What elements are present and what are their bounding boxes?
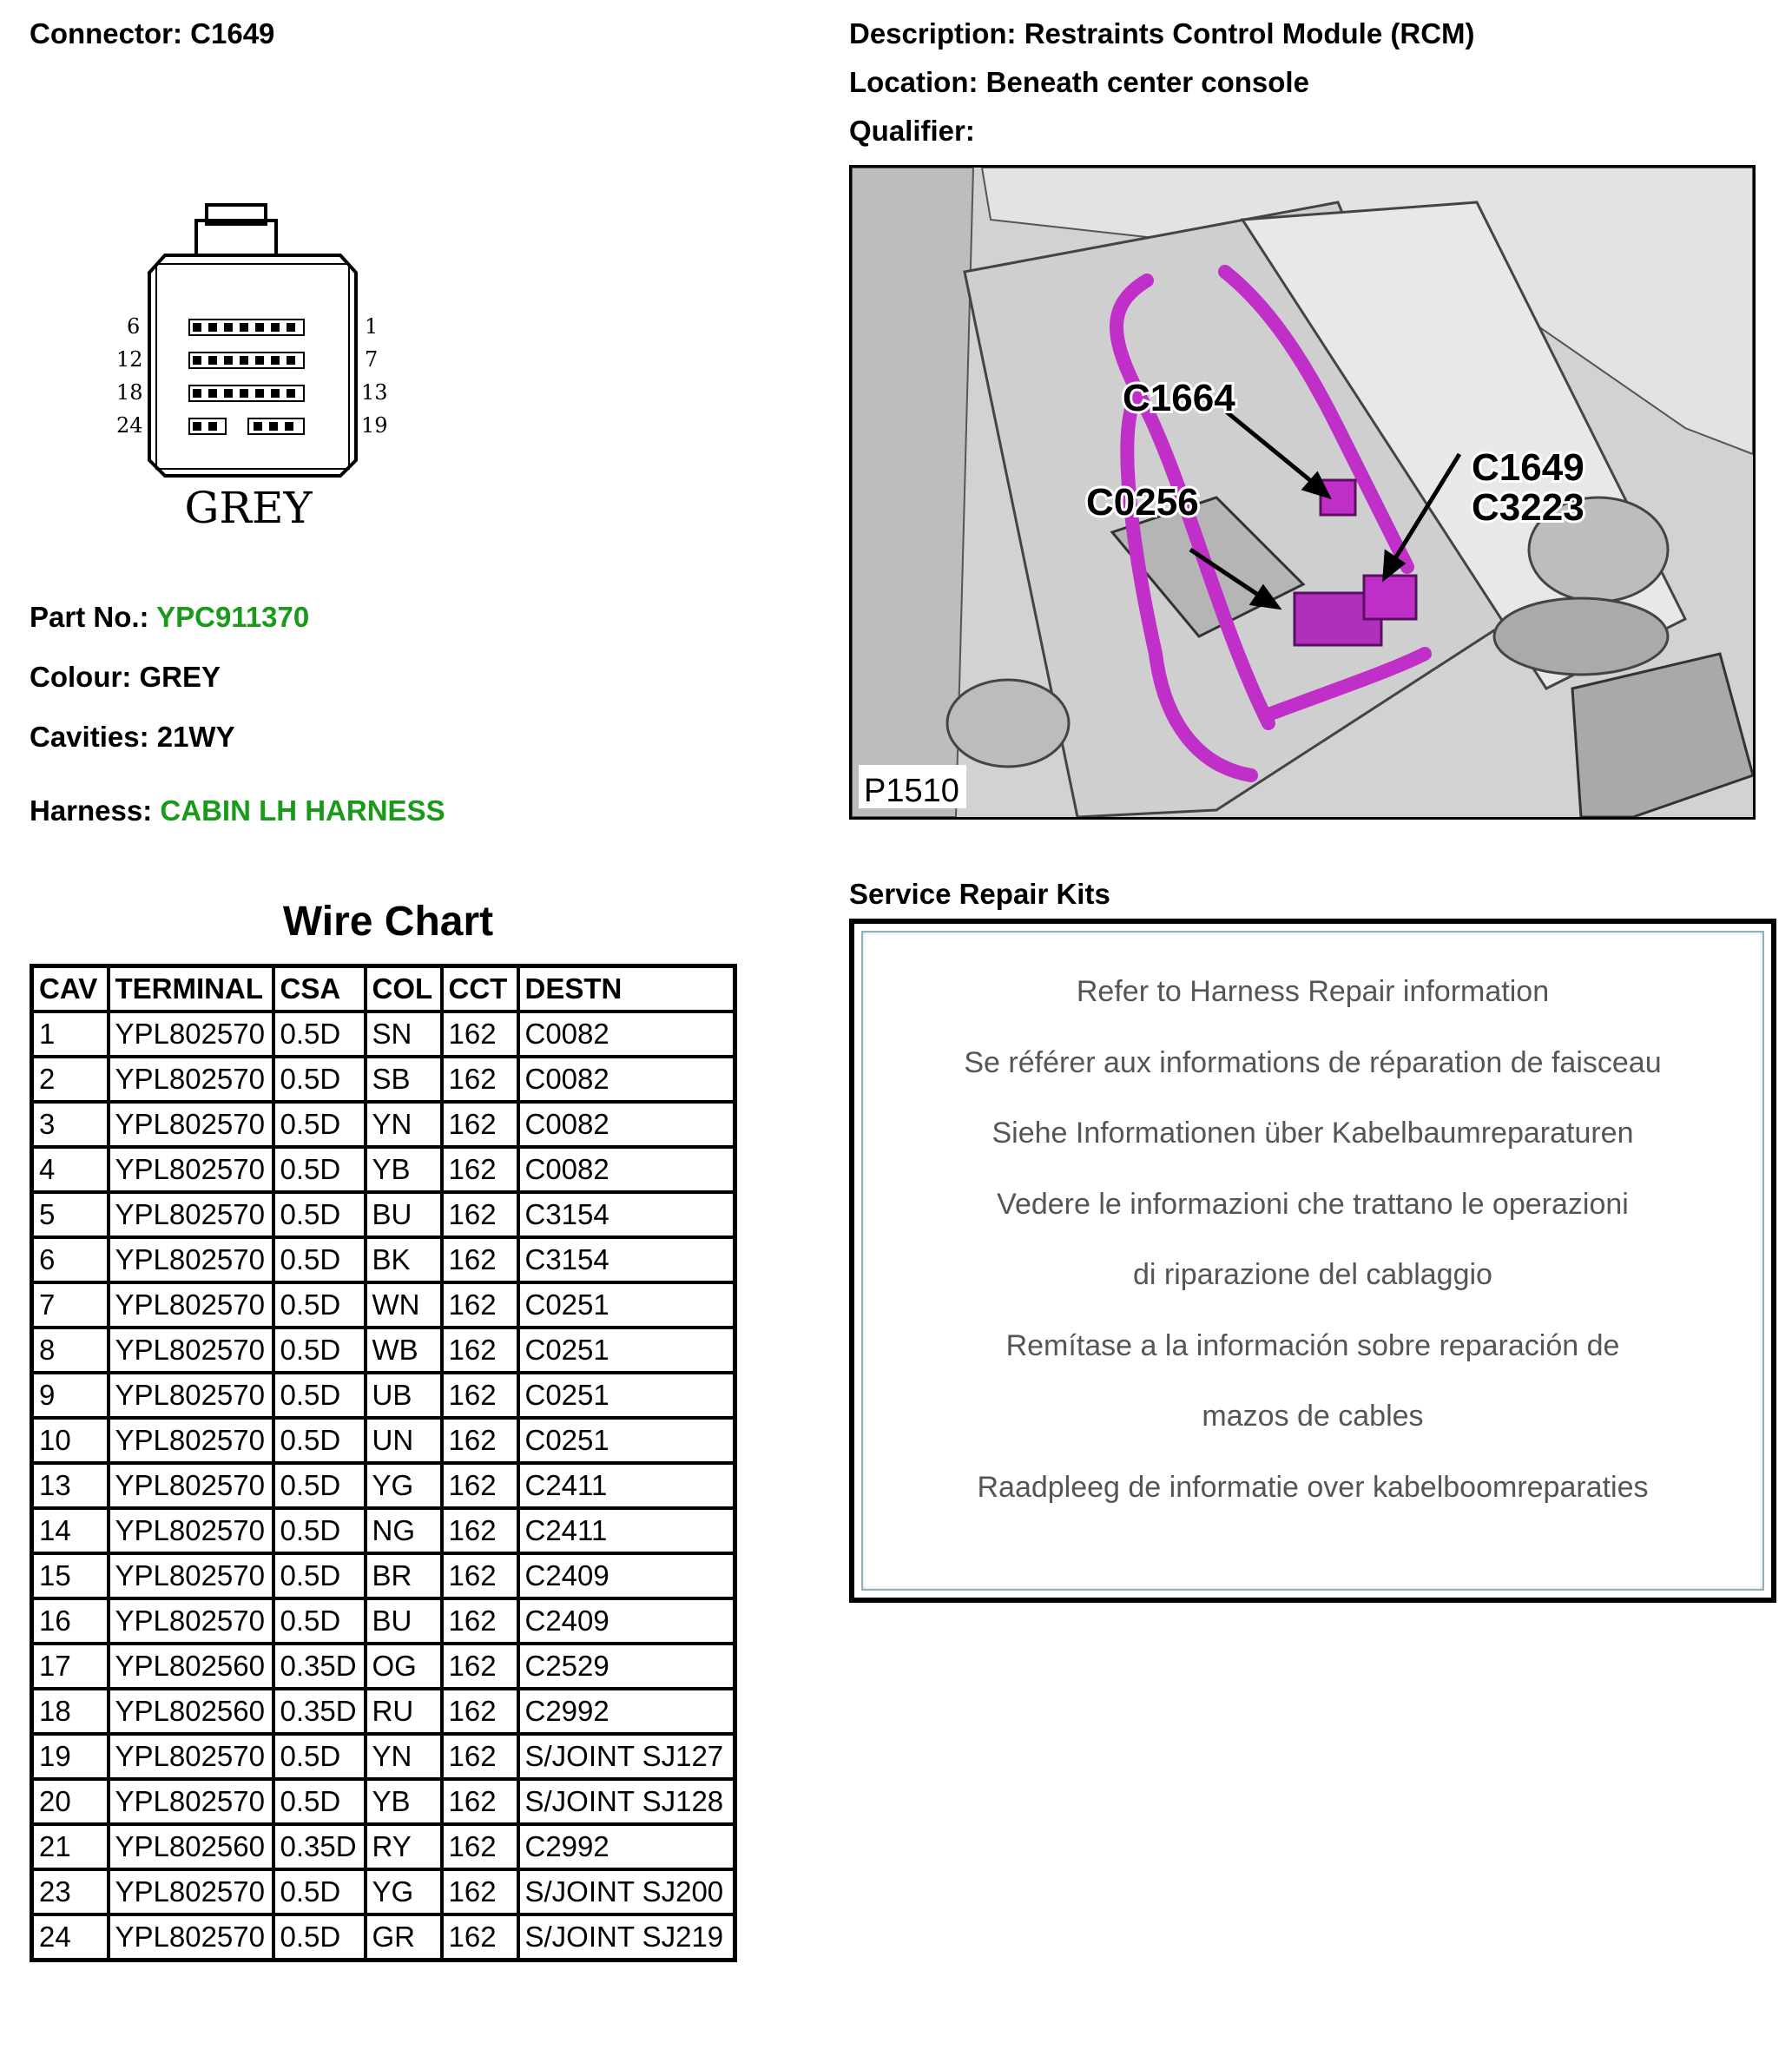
cell-cct: 162: [442, 1102, 518, 1147]
cell-cct: 162: [442, 1508, 518, 1553]
cell-cct: 162: [442, 1779, 518, 1824]
cell-terminal: YPL802570: [109, 1373, 273, 1418]
header-cct: CCT: [442, 966, 518, 1012]
cell-csa: 0.5D: [273, 1373, 366, 1418]
cell-terminal: YPL802570: [109, 1057, 273, 1102]
cell-csa: 0.5D: [273, 1328, 366, 1373]
wire-chart-header-row: [32, 966, 735, 1012]
cell-col: YB: [366, 1147, 442, 1192]
pin-label-6: 6: [127, 314, 141, 339]
cell-terminal: YPL802570: [109, 1282, 273, 1328]
cell-destn: S/JOINT SJ127: [518, 1734, 735, 1779]
harness-row: [30, 794, 445, 828]
cell-csa: 0.5D: [273, 1102, 366, 1147]
cell-csa: 0.5D: [273, 1598, 366, 1644]
wire-chart-table: [30, 964, 737, 1962]
cell-cct: 162: [442, 1869, 518, 1914]
cell-cct: 162: [442, 1644, 518, 1689]
cell-destn: C0082: [518, 1057, 735, 1102]
cell-cct: 162: [442, 1689, 518, 1734]
table-row: [32, 1282, 735, 1328]
pin-label-7: 7: [365, 347, 379, 372]
cell-destn: C2529: [518, 1644, 735, 1689]
cell-col: WB: [366, 1328, 442, 1373]
table-row: [32, 1508, 735, 1553]
cell-cav: 1: [32, 1012, 109, 1057]
part-number-label: Part No.:: [30, 601, 149, 633]
table-row: [32, 1147, 735, 1192]
cell-terminal: YPL802570: [109, 1553, 273, 1598]
cell-terminal: YPL802570: [109, 1508, 273, 1553]
cell-terminal: YPL802570: [109, 1237, 273, 1282]
cell-destn: C0082: [518, 1012, 735, 1057]
cell-cct: 162: [442, 1598, 518, 1644]
pin-label-19: 19: [361, 413, 388, 438]
cell-destn: C0251: [518, 1282, 735, 1328]
cell-destn: C0082: [518, 1102, 735, 1147]
cell-col: YN: [366, 1102, 442, 1147]
repair-kits-box: [849, 919, 1776, 1603]
cell-col: BU: [366, 1192, 442, 1237]
cell-cav: 20: [32, 1779, 109, 1824]
table-row: [32, 1734, 735, 1779]
wire-chart-body: [32, 1012, 735, 1960]
cell-cct: 162: [442, 1734, 518, 1779]
cell-cav: 16: [32, 1598, 109, 1644]
header-destn: DESTN: [518, 966, 735, 1012]
cell-col: SN: [366, 1012, 442, 1057]
cell-csa: 0.5D: [273, 1869, 366, 1914]
table-row: [32, 1689, 735, 1734]
cell-terminal: YPL802560: [109, 1644, 273, 1689]
cell-cct: 162: [442, 1012, 518, 1057]
harness-link[interactable]: CABIN LH HARNESS: [160, 794, 445, 827]
cell-col: RY: [366, 1824, 442, 1869]
connector-colour-text: GREY: [184, 483, 313, 533]
cell-csa: 0.5D: [273, 1147, 366, 1192]
colour-label: Colour: GREY: [30, 661, 221, 693]
cell-cav: 3: [32, 1102, 109, 1147]
cell-destn: C2409: [518, 1553, 735, 1598]
cell-col: OG: [366, 1644, 442, 1689]
cell-col: GR: [366, 1914, 442, 1960]
description-label: Description: Restraints Control Module (RCM): [849, 17, 1475, 49]
cell-destn: C2409: [518, 1598, 735, 1644]
cell-cav: 4: [32, 1147, 109, 1192]
callout-c1664: C1664: [1123, 377, 1235, 419]
cell-cct: 162: [442, 1192, 518, 1237]
callout-c3223: C3223: [1472, 486, 1584, 529]
cell-csa: 0.35D: [273, 1824, 366, 1869]
table-row: [32, 1644, 735, 1689]
callout-c1649: C1649: [1472, 446, 1584, 489]
cell-csa: 0.5D: [273, 1553, 366, 1598]
table-row: [32, 1012, 735, 1057]
cell-cct: 162: [442, 1237, 518, 1282]
cell-cct: 162: [442, 1463, 518, 1508]
cell-col: SB: [366, 1057, 442, 1102]
cell-terminal: YPL802570: [109, 1779, 273, 1824]
cell-csa: 0.5D: [273, 1508, 366, 1553]
cell-col: WN: [366, 1282, 442, 1328]
cell-destn: S/JOINT SJ128: [518, 1779, 735, 1824]
connector-face-icon: [104, 200, 417, 538]
cell-destn: C0251: [518, 1373, 735, 1418]
part-number-link[interactable]: YPC911370: [156, 601, 310, 633]
cell-col: BK: [366, 1237, 442, 1282]
cell-cav: 21: [32, 1824, 109, 1869]
cell-col: UB: [366, 1373, 442, 1418]
cell-terminal: YPL802570: [109, 1418, 273, 1463]
header-cav: CAV: [32, 966, 109, 1012]
pin-label-12: 12: [116, 347, 143, 372]
cell-cav: 9: [32, 1373, 109, 1418]
cell-cct: 162: [442, 1914, 518, 1960]
cell-cav: 7: [32, 1282, 109, 1328]
table-row: [32, 1192, 735, 1237]
location-label: Location: Beneath center console: [849, 66, 1309, 98]
header-csa: CSA: [273, 966, 366, 1012]
table-row: [32, 1373, 735, 1418]
table-row: [32, 1824, 735, 1869]
cell-col: YB: [366, 1779, 442, 1824]
pin-label-24: 24: [116, 413, 143, 438]
cell-csa: 0.5D: [273, 1734, 366, 1779]
harness-label: Harness:: [30, 794, 153, 827]
cell-cav: 6: [32, 1237, 109, 1282]
cell-destn: S/JOINT SJ219: [518, 1914, 735, 1960]
cell-csa: 0.35D: [273, 1689, 366, 1734]
cell-cct: 162: [442, 1057, 518, 1102]
cell-col: YG: [366, 1463, 442, 1508]
pin-label-18: 18: [116, 380, 143, 405]
cell-destn: C0251: [518, 1418, 735, 1463]
cell-csa: 0.5D: [273, 1463, 366, 1508]
repair-kit-line-it-2: di riparazione del cablaggio: [1133, 1258, 1492, 1291]
cell-csa: 0.5D: [273, 1282, 366, 1328]
cell-terminal: YPL802570: [109, 1012, 273, 1057]
cell-cct: 162: [442, 1553, 518, 1598]
cell-col: RU: [366, 1689, 442, 1734]
cell-terminal: YPL802570: [109, 1147, 273, 1192]
cell-cav: 5: [32, 1192, 109, 1237]
cell-destn: C3154: [518, 1192, 735, 1237]
table-row: [32, 1328, 735, 1373]
cell-col: BU: [366, 1598, 442, 1644]
cell-terminal: YPL802570: [109, 1102, 273, 1147]
table-row: [32, 1869, 735, 1914]
table-row: [32, 1914, 735, 1960]
cell-csa: 0.5D: [273, 1012, 366, 1057]
cell-terminal: YPL802570: [109, 1734, 273, 1779]
cell-destn: C0082: [518, 1147, 735, 1192]
cell-cav: 15: [32, 1553, 109, 1598]
header-terminal: TERMINAL: [109, 966, 273, 1012]
cell-terminal: YPL802570: [109, 1463, 273, 1508]
repair-kit-line-it-1: Vedere le informazioni che trattano le operazioni: [997, 1188, 1629, 1221]
cell-destn: S/JOINT SJ200: [518, 1869, 735, 1914]
cell-destn: C0251: [518, 1328, 735, 1373]
connector-id-label: Connector: C1649: [30, 17, 275, 49]
cell-terminal: YPL802570: [109, 1914, 273, 1960]
connector-location-image: [849, 165, 1756, 820]
cell-csa: 0.5D: [273, 1057, 366, 1102]
connector-face-drawing: [104, 200, 417, 538]
pin-label-1: 1: [365, 314, 379, 339]
cell-cav: 17: [32, 1644, 109, 1689]
cell-cav: 10: [32, 1418, 109, 1463]
cell-terminal: YPL802570: [109, 1598, 273, 1644]
cell-col: YN: [366, 1734, 442, 1779]
cell-destn: C2992: [518, 1824, 735, 1869]
cell-csa: 0.35D: [273, 1644, 366, 1689]
cell-col: UN: [366, 1418, 442, 1463]
repair-kit-line-de: Siehe Informationen über Kabelbaumreparaturen: [992, 1117, 1634, 1150]
repair-kit-line-en: Refer to Harness Repair information: [1076, 975, 1550, 1008]
repair-kit-line-es-2: mazos de cables: [1202, 1400, 1424, 1433]
cell-col: NG: [366, 1508, 442, 1553]
cell-cav: 24: [32, 1914, 109, 1960]
repair-kits-title: Service Repair Kits: [849, 878, 1110, 910]
qualifier-label: Qualifier:: [849, 115, 975, 147]
cell-cav: 23: [32, 1869, 109, 1914]
cell-terminal: YPL802570: [109, 1328, 273, 1373]
table-row: [32, 1598, 735, 1644]
cell-cct: 162: [442, 1824, 518, 1869]
cell-cct: 162: [442, 1282, 518, 1328]
table-row: [32, 1463, 735, 1508]
repair-kits-panel: [861, 931, 1764, 1591]
table-row: [32, 1553, 735, 1598]
cell-cct: 162: [442, 1373, 518, 1418]
cell-cct: 162: [442, 1418, 518, 1463]
cell-cav: 2: [32, 1057, 109, 1102]
cell-csa: 0.5D: [273, 1914, 366, 1960]
cell-csa: 0.5D: [273, 1192, 366, 1237]
callout-c0256: C0256: [1086, 481, 1199, 524]
cell-csa: 0.5D: [273, 1779, 366, 1824]
cell-col: YG: [366, 1869, 442, 1914]
wire-chart-title: Wire Chart: [282, 899, 494, 945]
cell-csa: 0.5D: [273, 1237, 366, 1282]
cell-terminal: YPL802570: [109, 1869, 273, 1914]
cell-cav: 8: [32, 1328, 109, 1373]
center-console-illustration: [852, 168, 1753, 817]
table-row: [32, 1779, 735, 1824]
cell-terminal: YPL802570: [109, 1192, 273, 1237]
cell-cct: 162: [442, 1328, 518, 1373]
repair-kit-line-nl: Raadpleeg de informatie over kabelboomreparaties: [977, 1471, 1649, 1504]
cell-terminal: YPL802560: [109, 1824, 273, 1869]
cell-terminal: YPL802560: [109, 1689, 273, 1734]
table-row: [32, 1418, 735, 1463]
header-col: COL: [366, 966, 442, 1012]
cell-destn: C2992: [518, 1689, 735, 1734]
cell-destn: C2411: [518, 1508, 735, 1553]
table-row: [32, 1057, 735, 1102]
cell-cav: 19: [32, 1734, 109, 1779]
repair-kit-line-fr: Se référer aux informations de réparation de faisceau: [964, 1046, 1662, 1079]
part-number-row: [30, 600, 309, 635]
table-row: [32, 1237, 735, 1282]
cell-cav: 13: [32, 1463, 109, 1508]
pin-label-13: 13: [361, 380, 388, 405]
cell-col: BR: [366, 1553, 442, 1598]
repair-kit-line-es-1: Remítase a la información sobre reparación de: [1005, 1329, 1620, 1362]
cavities-label: Cavities: 21WY: [30, 721, 235, 753]
cell-destn: C3154: [518, 1237, 735, 1282]
cell-cct: 162: [442, 1147, 518, 1192]
cell-destn: C2411: [518, 1463, 735, 1508]
table-row: [32, 1102, 735, 1147]
cell-cav: 18: [32, 1689, 109, 1734]
figure-id-label: P1510: [864, 773, 959, 809]
cell-cav: 14: [32, 1508, 109, 1553]
cell-csa: 0.5D: [273, 1418, 366, 1463]
